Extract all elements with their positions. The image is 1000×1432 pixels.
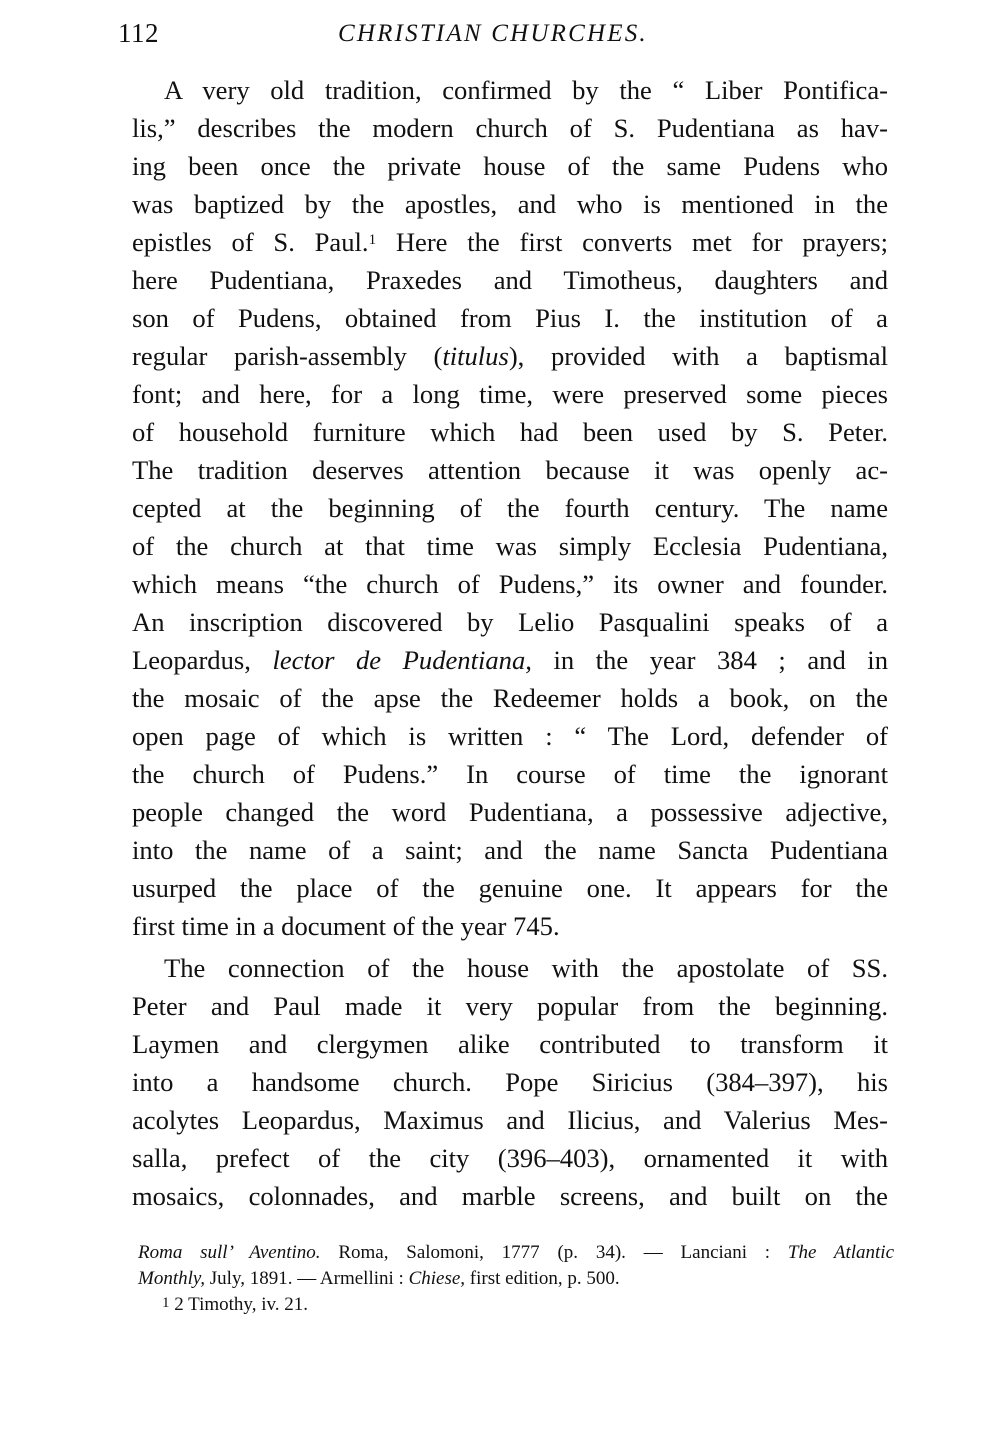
text-segment: in the year 384 ; and in: [531, 645, 888, 675]
source-citation-line: [138, 1240, 894, 1266]
text-segment: first edition, p. 500.: [465, 1268, 620, 1289]
text-line: lis,” describes the modern church of S. Pudentiana as hav-: [132, 113, 888, 143]
text-line: [132, 223, 888, 261]
text-line: salla, prefect of the city (396–403), ornamented it with: [132, 1143, 888, 1173]
text-line: of the church at that time was simply Ecclesia Pudentiana,: [132, 531, 888, 561]
italic-segment: The Atlantic: [787, 1242, 895, 1263]
text-line: font; and here, for a long time, were preserved some pieces: [132, 379, 888, 409]
italic-segment: Roma sull’ Aventino.: [138, 1242, 321, 1263]
page-header: [110, 14, 900, 54]
text-line: [132, 337, 888, 375]
text-line: [132, 641, 888, 679]
footnote-marker: 1: [368, 232, 377, 248]
text-line: acolytes Leopardus, Maximus and Ilicius, and Valerius Mes-: [132, 1105, 888, 1135]
running-title: CHRISTIAN CHURCHES.: [338, 20, 648, 47]
text-line: the mosaic of the apse the Redeemer holds a book, on the: [132, 683, 888, 713]
text-segment: Roma, Salomoni, 1777 (p. 34). — Lanciani :: [320, 1242, 788, 1263]
italic-segment: lector de Pudentiana,: [272, 645, 532, 675]
text-segment: July, 1891. — Armellini :: [205, 1268, 409, 1289]
page-number: 112: [118, 18, 159, 48]
text-line: was baptized by the apostles, and who is mentioned in the: [132, 189, 888, 219]
text-segment: regular parish-assembly (: [132, 341, 443, 371]
text-line: of household furniture which had been used by S. Peter.: [132, 417, 888, 447]
text-segment: epistles of S. Paul.: [132, 227, 369, 257]
source-citation-line: [138, 1266, 894, 1292]
footnotes: [138, 1240, 894, 1318]
paragraph-2: [132, 949, 888, 1215]
text-line: into the name of a saint; and the name Sancta Pudentiana: [132, 835, 888, 865]
text-line: first time in a document of the year 745.: [132, 911, 560, 941]
text-segment: Leopardus,: [132, 645, 273, 675]
text-line: the church of Pudens.” In course of time the ignorant: [132, 759, 888, 789]
text-line: Peter and Paul made it very popular from the beginning.: [132, 991, 888, 1021]
text-line: open page of which is written : “ The Lord, defender of: [132, 721, 888, 751]
text-segment: Here the first converts met for prayers;: [376, 227, 888, 257]
text-line: usurped the place of the genuine one. It appears for the: [132, 873, 888, 903]
text-segment: ), provided with a baptismal: [508, 341, 888, 371]
text-line: The tradition deserves attention because it was openly ac-: [132, 455, 888, 485]
footnote-text: 2 Timothy, iv. 21.: [169, 1294, 308, 1315]
text-line: A very old tradition, confirmed by the “ Liber Pontifica-: [164, 75, 888, 105]
italic-segment: titulus: [442, 341, 509, 371]
text-line: here Pudentiana, Praxedes and Timotheus, daughters and: [132, 265, 888, 295]
italic-segment: Monthly,: [138, 1268, 206, 1289]
text-line: The connection of the house with the apostolate of SS.: [164, 953, 888, 983]
footnote-marker: 1: [162, 1295, 170, 1311]
paragraph-1: [132, 71, 888, 945]
text-line: people changed the word Pudentiana, a possessive adjective,: [132, 797, 888, 827]
text-line: Laymen and clergymen alike contributed to transform it: [132, 1029, 888, 1059]
text-line: which means “the church of Pudens,” its owner and founder.: [132, 569, 888, 599]
text-line: An inscription discovered by Lelio Pasqualini speaks of a: [132, 607, 888, 637]
text-line: ing been once the private house of the same Pudens who: [132, 151, 888, 181]
footnote-1: [138, 1292, 894, 1318]
italic-segment: Chiese,: [408, 1268, 466, 1289]
text-line: into a handsome church. Pope Siricius (384–397), his: [132, 1067, 888, 1097]
text-line: son of Pudens, obtained from Pius I. the institution of a: [132, 303, 888, 333]
text-line: cepted at the beginning of the fourth century. The name: [132, 493, 888, 523]
text-line: mosaics, colonnades, and marble screens, and built on the: [132, 1181, 888, 1211]
